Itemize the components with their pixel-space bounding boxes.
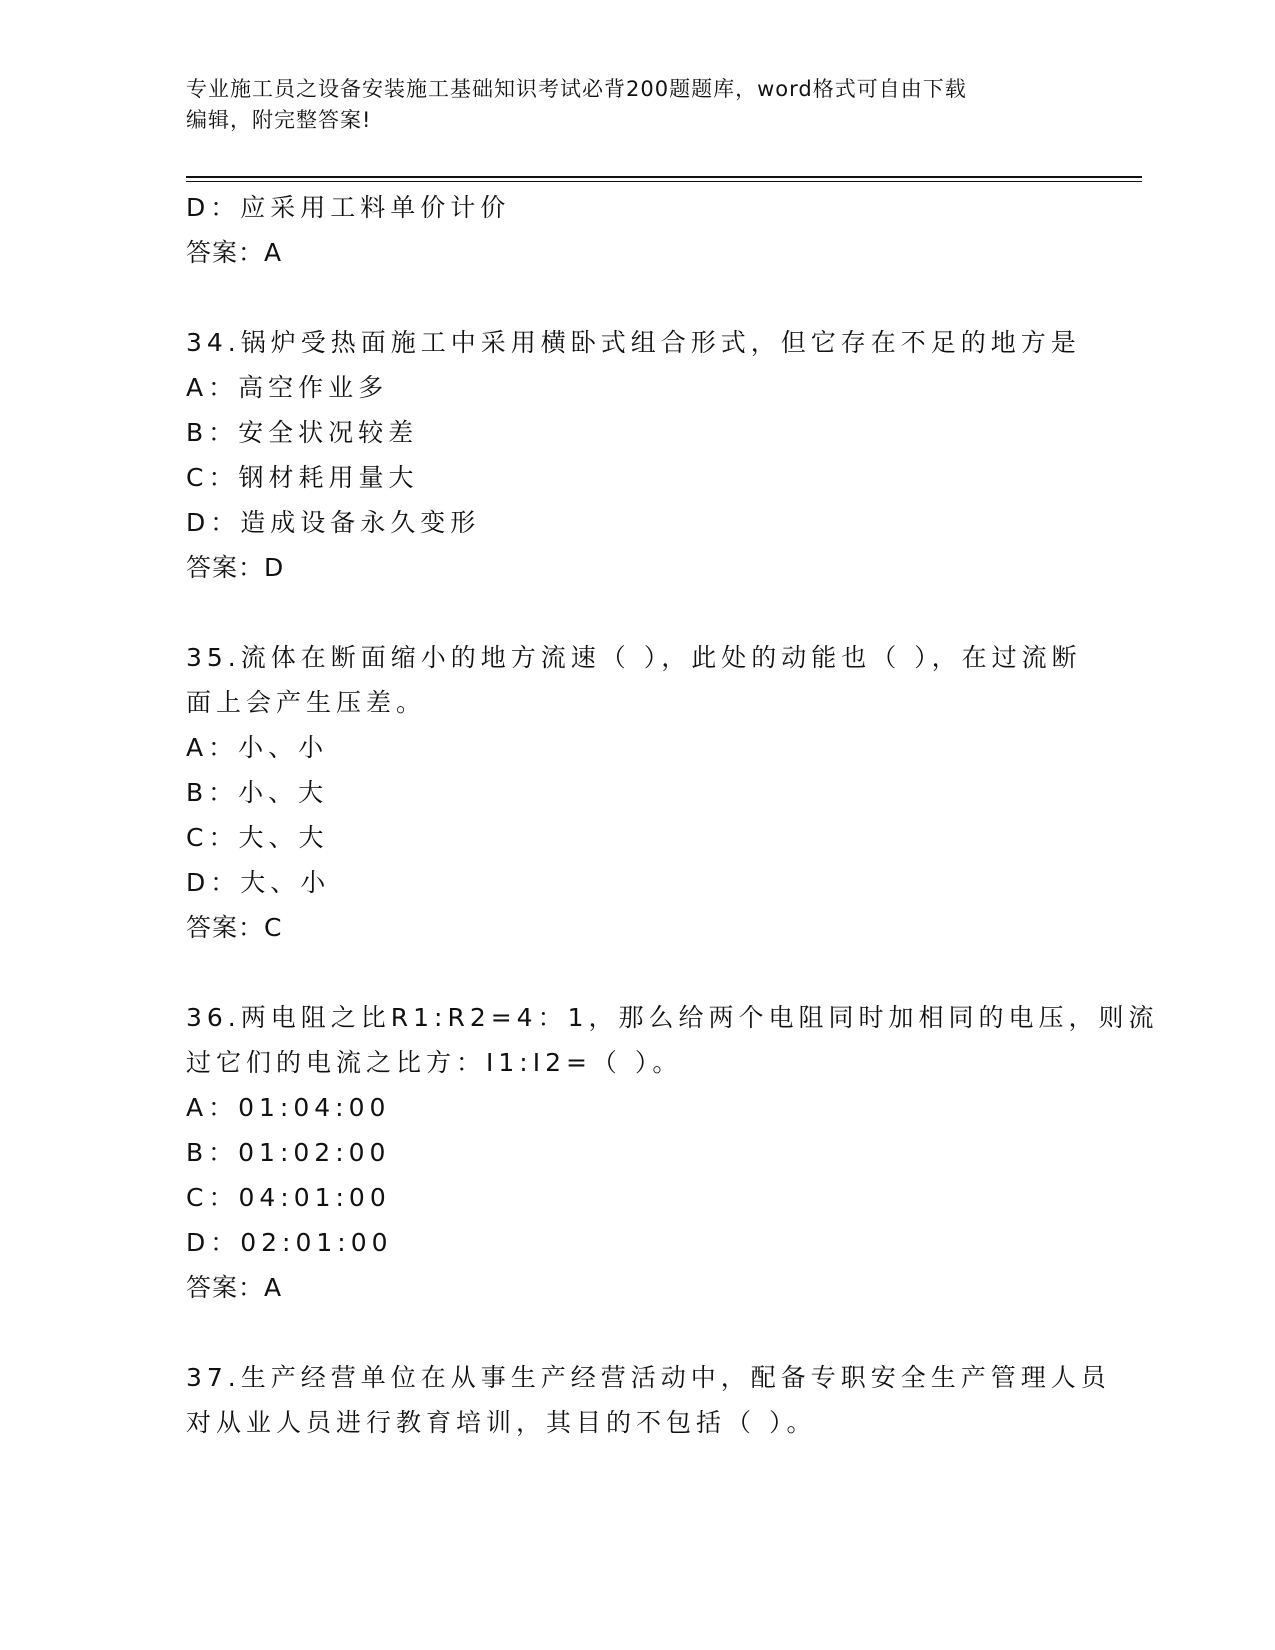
q34-option-c: C：钢材耗用量大 (186, 463, 419, 492)
q34-answer: 答案：D (186, 553, 285, 582)
header-line-2: 编辑，附完整答案! (186, 108, 372, 132)
q35-option-b: B：小、大 (186, 778, 329, 807)
q37-text-line-2: 对从业人员进行教育培训，其目的不包括（ ）。 (186, 1408, 817, 1437)
q34-text: 34.锅炉受热面施工中采用横卧式组合形式，但它存在不足的地方是 (186, 328, 1081, 357)
q36-answer: 答案：A (186, 1273, 283, 1302)
header-divider-thin (186, 181, 1142, 182)
q35-option-c: C：大、大 (186, 823, 329, 852)
q35-option-d: D：大、小 (186, 868, 331, 897)
q35-text-line-1: 35.流体在断面缩小的地方流速（ ），此处的动能也（ ），在过流断 (186, 643, 1082, 672)
document-header (186, 74, 1086, 136)
q35-answer: 答案：C (186, 913, 283, 942)
q34-option-a: A：高空作业多 (186, 373, 389, 402)
q36-text-line-1: 36.两电阻之比R1:R2=4：1，那么给两个电阻同时加相同的电压，则流 (186, 1003, 1159, 1032)
q37-text-line-1: 37.生产经营单位在从事生产经营活动中，配备专职安全生产管理人员 (186, 1363, 1111, 1392)
q36-option-a: A：01:04:00 (186, 1093, 391, 1122)
q36-option-d: D：02:01:00 (186, 1228, 393, 1257)
header-divider-thick (186, 176, 1142, 178)
q34-option-b: B：安全状况较差 (186, 418, 419, 447)
q36-option-c: C：04:01:00 (186, 1183, 391, 1212)
q36-text-line-2: 过它们的电流之比方：I1:I2=（ ）。 (186, 1048, 683, 1077)
q35-text-line-2: 面上会产生压差。 (186, 688, 427, 717)
prev-answer: 答案：A (186, 238, 283, 267)
q36-option-b: B：01:02:00 (186, 1138, 391, 1167)
header-line-1: 专业施工员之设备安装施工基础知识考试必背200题题库，word格式可自由下载 (186, 77, 967, 101)
prev-option-d: D：应采用工料单价计价 (186, 193, 511, 222)
q35-option-a: A：小、小 (186, 733, 329, 762)
q34-option-d: D：造成设备永久变形 (186, 508, 481, 537)
